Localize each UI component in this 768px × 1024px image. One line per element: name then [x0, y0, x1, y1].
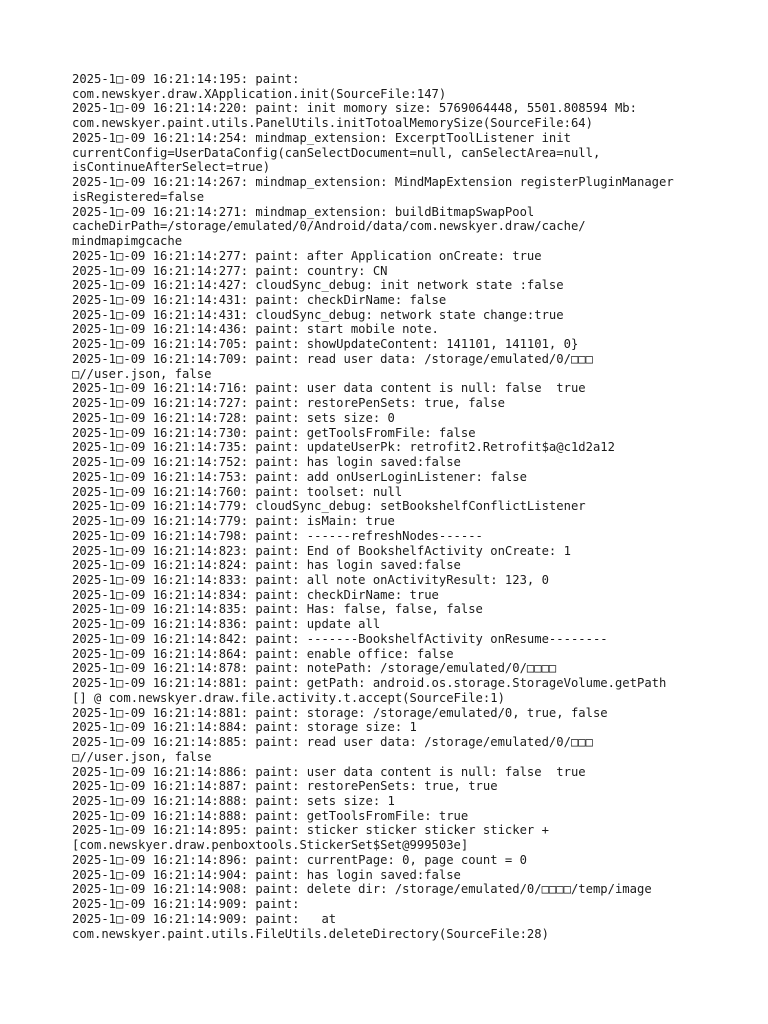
log-line: 2025-1□-09 16:21:14:220: paint: init momory size: 5769064448, 5501.808594 Mb: — [72, 101, 637, 116]
log-line: 2025-1□-09 16:21:14:878: paint: notePath: /storage/emulated/0/□□□□ — [72, 661, 557, 676]
log-line: 2025-1□-09 16:21:14:864: paint: enable office: false — [72, 646, 454, 661]
log-line: 2025-1□-09 16:21:14:886: paint: user data content is null: false true — [72, 764, 586, 779]
log-line: isContinueAfterSelect=true) — [72, 160, 271, 175]
log-line: mindmapimgcache — [72, 234, 183, 249]
log-line: 2025-1□-09 16:21:14:904: paint: has login saved:false — [72, 867, 461, 882]
log-line: com.newskyer.paint.utils.FileUtils.deleteDirectory(SourceFile:28) — [72, 926, 549, 941]
log-line: [] @ com.newskyer.draw.file.activity.t.accept(SourceFile:1) — [72, 690, 505, 705]
log-line: 2025-1□-09 16:21:14:705: paint: showUpdateContent: 141101, 141101, 0} — [72, 337, 579, 352]
log-line: 2025-1□-09 16:21:14:760: paint: toolset: null — [72, 484, 403, 499]
log-line: 2025-1□-09 16:21:14:427: cloudSync_debug: init network state :false — [72, 278, 564, 293]
log-line: 2025-1□-09 16:21:14:753: paint: add onUserLoginListener: false — [72, 469, 527, 484]
log-line: 2025-1□-09 16:21:14:730: paint: getToolsFromFile: false — [72, 425, 476, 440]
log-line: 2025-1□-09 16:21:14:735: paint: updateUserPk: retrofit2.Retrofit$a@c1d2a12 — [72, 440, 615, 455]
log-line: 2025-1□-09 16:21:14:835: paint: Has: false, false, false — [72, 602, 483, 617]
log-line: 2025-1□-09 16:21:14:909: paint: at — [72, 911, 337, 926]
log-line: cacheDirPath=/storage/emulated/0/Android/data/com.newskyer.draw/cache/ — [72, 219, 586, 234]
log-line: com.newskyer.draw.XApplication.init(SourceFile:147) — [72, 86, 447, 101]
log-line: [com.newskyer.draw.penboxtools.StickerSet$Set@999503e] — [72, 838, 469, 853]
log-line: 2025-1□-09 16:21:14:895: paint: sticker sticker sticker sticker + — [72, 823, 549, 838]
log-line: 2025-1□-09 16:21:14:823: paint: End of BookshelfActivity onCreate: 1 — [72, 543, 571, 558]
log-line: 2025-1□-09 16:21:14:727: paint: restorePenSets: true, false — [72, 396, 505, 411]
log-line: 2025-1□-09 16:21:14:254: mindmap_extension: ExcerptToolListener init — [72, 130, 571, 145]
log-line: 2025-1□-09 16:21:14:728: paint: sets size: 0 — [72, 410, 395, 425]
log-line: 2025-1□-09 16:21:14:779: paint: isMain: true — [72, 514, 395, 529]
log-line: 2025-1□-09 16:21:14:277: paint: after Application onCreate: true — [72, 248, 542, 263]
log-line: 2025-1□-09 16:21:14:884: paint: storage size: 1 — [72, 720, 417, 735]
log-line: 2025-1□-09 16:21:14:195: paint: — [72, 72, 300, 86]
log-line: 2025-1□-09 16:21:14:798: paint: ------refreshNodes------ — [72, 528, 483, 543]
log-line: □//user.json, false — [72, 366, 212, 381]
log-line: 2025-1□-09 16:21:14:833: paint: all note onActivityResult: 123, 0 — [72, 572, 549, 587]
log-line: com.newskyer.paint.utils.PanelUtils.initTotoalMemorySize(SourceFile:64) — [72, 116, 593, 131]
log-line: 2025-1□-09 16:21:14:842: paint: -------BookshelfActivity onResume-------- — [72, 631, 608, 646]
log-line: 2025-1□-09 16:21:14:896: paint: currentPage: 0, page count = 0 — [72, 852, 527, 867]
log-line: □//user.json, false — [72, 749, 212, 764]
log-line: 2025-1□-09 16:21:14:431: cloudSync_debug: network state change:true — [72, 307, 564, 322]
log-line: 2025-1□-09 16:21:14:836: paint: update all — [72, 617, 381, 632]
log-line: 2025-1□-09 16:21:14:909: paint: — [72, 897, 300, 912]
log-line: 2025-1□-09 16:21:14:888: paint: sets size: 1 — [72, 793, 395, 808]
log-line: 2025-1□-09 16:21:14:277: paint: country: CN — [72, 263, 388, 278]
log-line: 2025-1□-09 16:21:14:779: cloudSync_debug: setBookshelfConflictListener — [72, 499, 586, 514]
log-line: 2025-1□-09 16:21:14:888: paint: getToolsFromFile: true — [72, 808, 469, 823]
log-line: 2025-1□-09 16:21:14:709: paint: read user data: /storage/emulated/0/□□□ — [72, 351, 593, 366]
log-line: 2025-1□-09 16:21:14:881: paint: storage: /storage/emulated/0, true, false — [72, 705, 608, 720]
log-line: 2025-1□-09 16:21:14:271: mindmap_extension: buildBitmapSwapPool — [72, 204, 535, 219]
log-line: 2025-1□-09 16:21:14:267: mindmap_extension: MindMapExtension registerPluginManager — [72, 175, 674, 190]
log-line: currentConfig=UserDataConfig(canSelectDocument=null, canSelectArea=null, — [72, 145, 601, 160]
log-line: 2025-1□-09 16:21:14:834: paint: checkDirName: true — [72, 587, 439, 602]
log-line: 2025-1□-09 16:21:14:436: paint: start mobile note. — [72, 322, 439, 337]
log-line: 2025-1□-09 16:21:14:885: paint: read user data: /storage/emulated/0/□□□ — [72, 735, 593, 750]
log-line: 2025-1□-09 16:21:14:716: paint: user data content is null: false true — [72, 381, 586, 396]
log-line: 2025-1□-09 16:21:14:431: paint: checkDirName: false — [72, 293, 447, 308]
log-line: 2025-1□-09 16:21:14:752: paint: has login saved:false — [72, 455, 461, 470]
log-line: 2025-1□-09 16:21:14:824: paint: has login saved:false — [72, 558, 461, 573]
log-line: 2025-1□-09 16:21:14:908: paint: delete dir: /storage/emulated/0/□□□□/temp/image — [72, 882, 652, 897]
log-line: 2025-1□-09 16:21:14:887: paint: restorePenSets: true, true — [72, 779, 498, 794]
log-document — [72, 72, 712, 941]
log-line: 2025-1□-09 16:21:14:881: paint: getPath: android.os.storage.StorageVolume.getPath — [72, 676, 667, 691]
log-line: isRegistered=false — [72, 189, 205, 204]
